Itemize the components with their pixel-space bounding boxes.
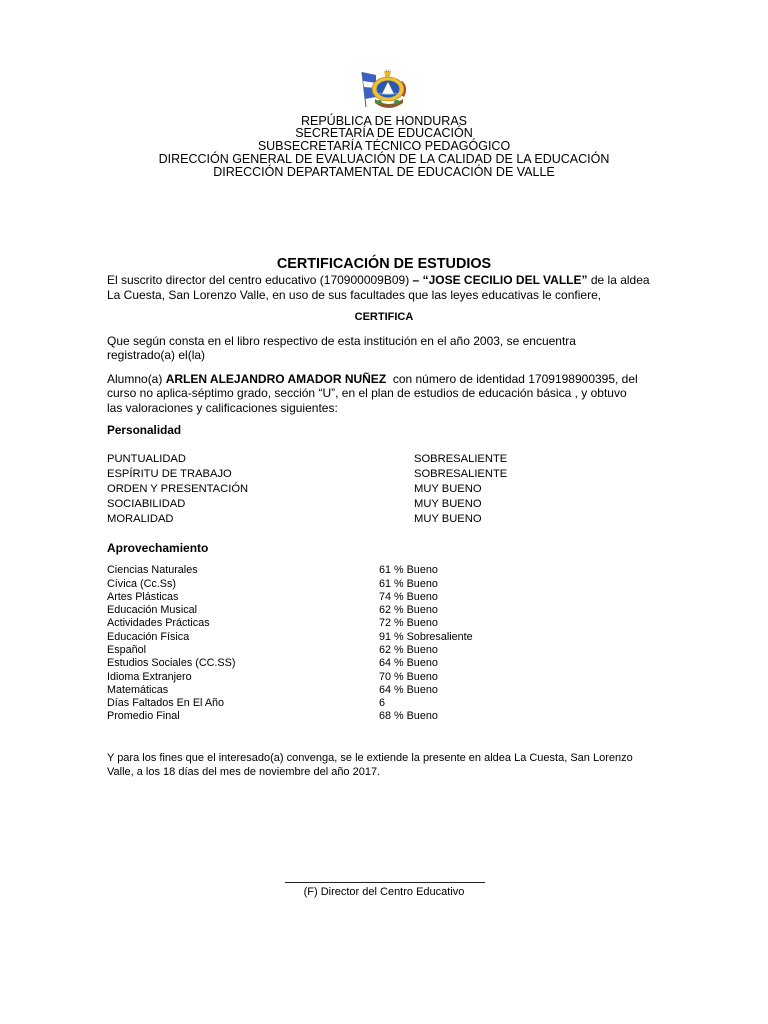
certifica-heading: CERTIFICA: [354, 311, 414, 323]
trait-rating: MUY BUENO: [414, 497, 482, 510]
dash-separator: –: [412, 272, 420, 287]
personality-row: [107, 452, 507, 467]
header-line-departmental-direction: DIRECCIÓN DEPARTAMENTAL DE EDUCACIÓN DE VALLE: [213, 164, 555, 179]
trait-name: PUNTUALIDAD: [107, 452, 186, 465]
subject-grade: 6: [379, 697, 386, 710]
registry-paragraph: [107, 334, 576, 362]
subject-name: Matemáticas: [107, 683, 169, 696]
page-title: CERTIFICACIÓN DE ESTUDIOS: [276, 256, 492, 272]
personality-row: [107, 512, 507, 527]
grades-table: [107, 564, 473, 723]
personality-row: [107, 497, 507, 512]
closing-line: Y para los fines que el interesado(a) convenga, se le extiende la presente en aldea La Cuesta, San Lorenzo: [107, 752, 633, 764]
header-line-republic: REPÚBLICA DE HONDURAS: [300, 113, 467, 128]
subject-grade: 72 % Bueno: [379, 617, 438, 630]
intro-text: El suscrito director del centro educativo: [107, 272, 317, 287]
trait-rating: MUY BUENO: [414, 512, 482, 525]
grade-row: [107, 617, 473, 630]
grade-row: [107, 631, 473, 644]
trait-name: MORALIDAD: [107, 512, 174, 525]
school-name: “JOSE CECILIO DEL VALLE”: [422, 272, 588, 287]
student-id-text: con número de identidad 1709198900395, del: [392, 371, 638, 386]
closing-line: Valle, a los 18 días del mes de noviembre del año 2017.: [107, 766, 381, 778]
intro-line: [107, 273, 650, 288]
header-line-ministry: SECRETARÍA DE EDUCACIÓN: [295, 126, 473, 141]
student-name: ARLEN ALEJANDRO AMADOR NUÑEZ: [165, 371, 387, 386]
header-line-general-direction: DIRECCIÓN GENERAL DE EVALUACIÓN DE LA CALIDAD DE LA EDUCACIÓN: [158, 151, 610, 166]
registry-line: registrado(a) el(la): [107, 348, 206, 362]
honduras-coat-of-arms-icon: [357, 69, 411, 111]
subject-grade: 70 % Bueno: [379, 670, 438, 683]
trait-name: SOCIABILIDAD: [107, 497, 186, 510]
grade-row: [107, 564, 473, 577]
personality-table: [107, 452, 507, 527]
student-paragraph: [107, 372, 638, 416]
intro-paragraph: [107, 273, 650, 303]
trait-name: ORDEN Y PRESENTACIÓN: [107, 482, 249, 495]
grade-row: [107, 604, 473, 617]
grade-row: [107, 710, 473, 723]
institution-header: [0, 115, 768, 179]
subject-name: Educación Física: [107, 630, 190, 643]
subject-name: Educación Musical: [107, 604, 198, 617]
trait-rating: SOBRESALIENTE: [414, 467, 508, 480]
subject-name: Idioma Extranjero: [107, 670, 192, 683]
subject-name: Promedio Final: [107, 710, 180, 723]
subject-grade: 91 % Sobresaliente: [379, 630, 473, 643]
trait-rating: SOBRESALIENTE: [414, 452, 508, 465]
intro-text-end: de la aldea: [590, 272, 650, 287]
signature-line: [285, 882, 485, 883]
student-line: curso no aplica-séptimo grado, sección “U”, en el plan de estudios de educación básica , y obtuvo: [107, 386, 627, 401]
grade-row: [107, 644, 473, 657]
grade-row: [107, 697, 473, 710]
subject-grade: 61 % Bueno: [379, 564, 438, 577]
grade-row: [107, 591, 473, 604]
subject-name: Días Faltados En El Año: [107, 697, 225, 710]
intro-line: La Cuesta, San Lorenzo Valle, en uso de sus facultades que las leyes educativas le confiere,: [107, 287, 602, 302]
subject-grade: 74 % Bueno: [379, 590, 438, 603]
subject-name: Artes Plásticas: [107, 590, 179, 603]
subject-grade: 61 % Bueno: [379, 577, 438, 590]
personality-row: [107, 482, 507, 497]
achievement-heading: Aprovechamiento: [107, 541, 209, 555]
subject-grade: 64 % Bueno: [379, 657, 438, 670]
header-line-subministry: SUBSECRETARÍA TÉCNICO PEDAGÓGICO: [257, 139, 511, 154]
personality-row: [107, 467, 507, 482]
subject-grade: 62 % Bueno: [379, 643, 438, 656]
student-label: Alumno(a): [107, 371, 163, 386]
personality-heading: Personalidad: [107, 423, 182, 437]
subject-name: Actividades Prácticas: [107, 617, 210, 630]
subject-grade: 64 % Bueno: [379, 683, 438, 696]
school-code: (170900009B09): [319, 272, 410, 287]
student-line: las valoraciones y calificaciones siguientes:: [107, 400, 338, 415]
subject-grade: 68 % Bueno: [379, 710, 438, 723]
subject-name: Ciencias Naturales: [107, 564, 198, 577]
grade-row: [107, 671, 473, 684]
signature-label: (F) Director del Centro Educativo: [303, 885, 465, 898]
student-line: [107, 372, 638, 387]
registry-line: Que según consta en el libro respectivo de esta institución en el año 2003, se encuentra: [107, 334, 576, 348]
subject-grade: 62 % Bueno: [379, 604, 438, 617]
grade-row: [107, 578, 473, 591]
trait-name: ESPÍRITU DE TRABAJO: [107, 467, 232, 480]
trait-rating: MUY BUENO: [414, 482, 482, 495]
closing-paragraph: [107, 751, 633, 779]
grade-row: [107, 684, 473, 697]
grade-row: [107, 657, 473, 670]
subject-name: Cívica (Cc.Ss): [107, 577, 176, 590]
subject-name: Español: [107, 643, 147, 656]
subject-name: Estudios Sociales (CC.SS): [107, 657, 236, 670]
